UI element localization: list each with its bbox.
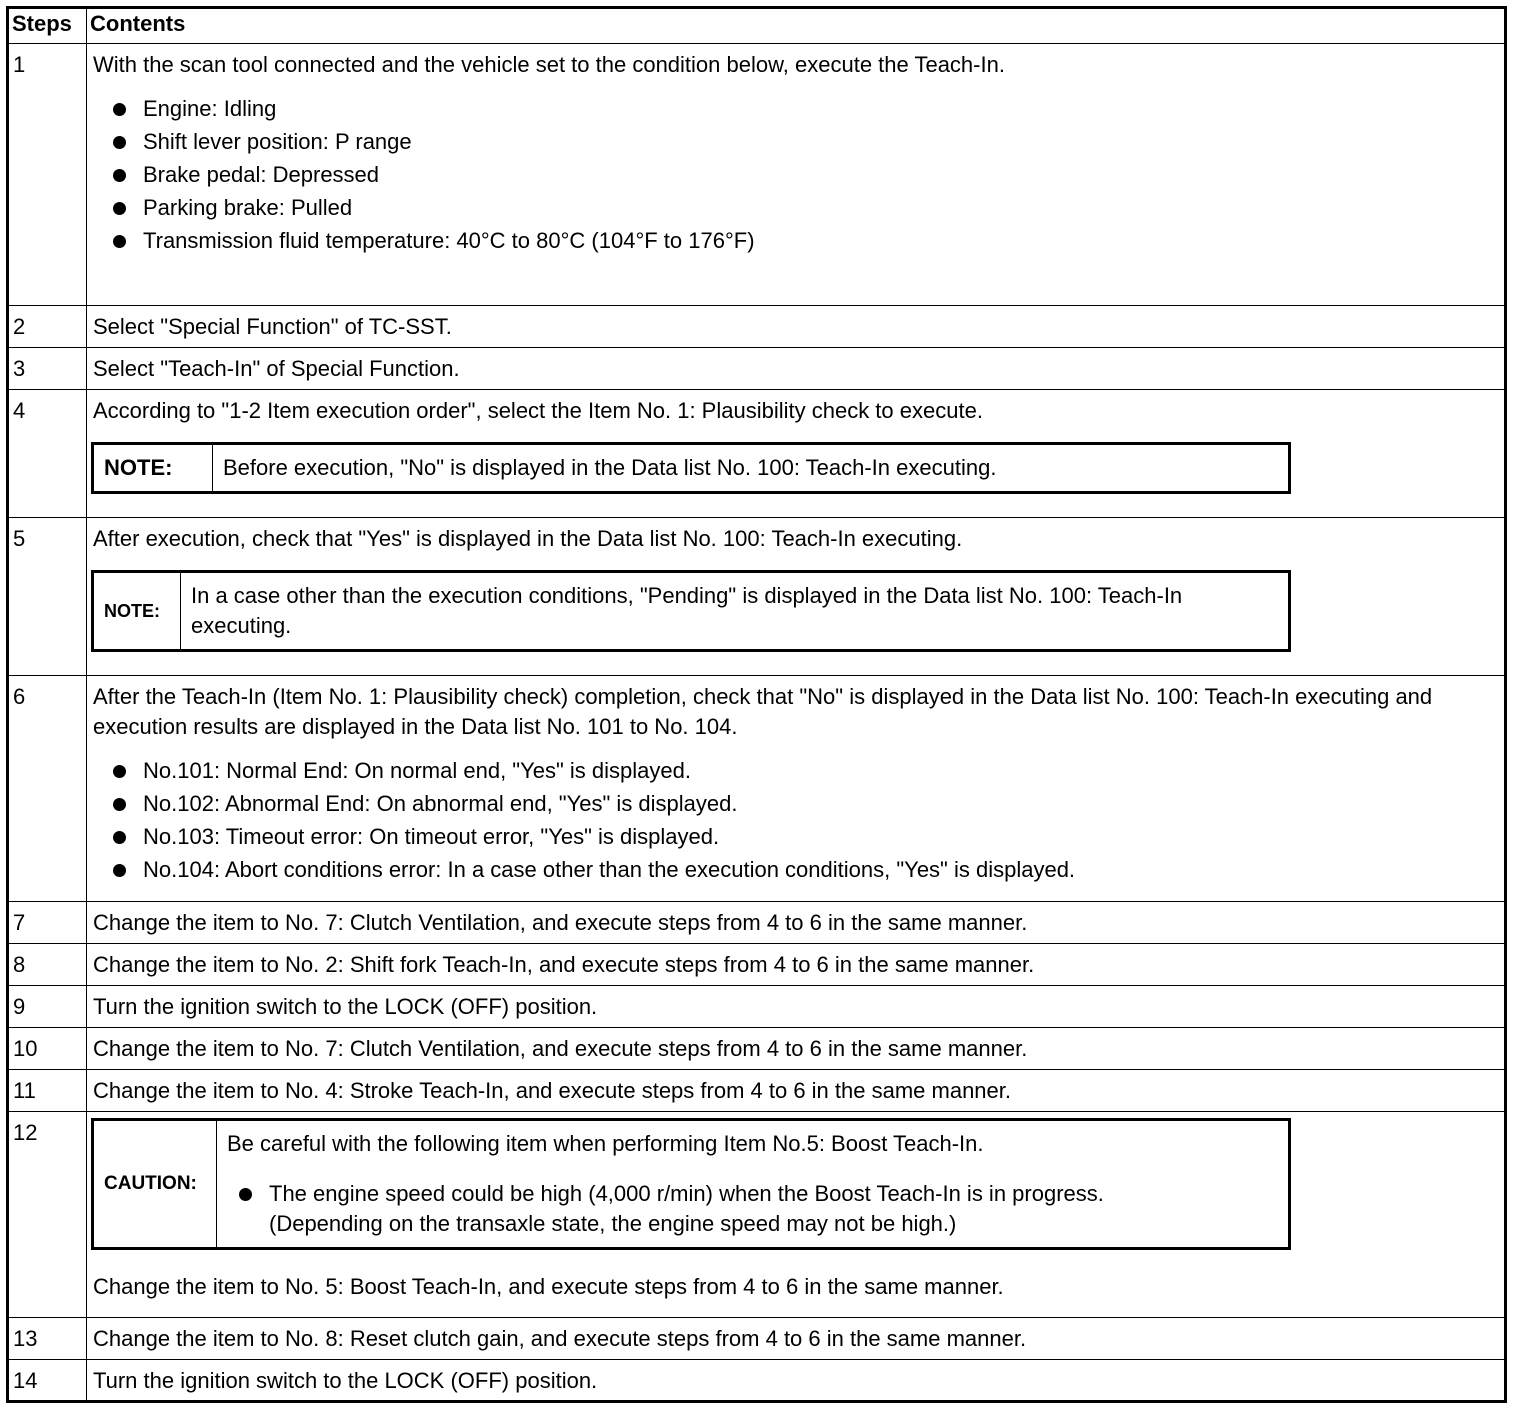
note-text: In a case other than the execution conditions, "Pending" is displayed in the Data list No. 100: Teach-In executing. (191, 583, 1183, 638)
step-text: Change the item to No. 7: Clutch Ventilation, and execute steps from 4 to 6 in the same manner. (87, 1028, 1506, 1070)
table-header-row (8, 8, 1506, 44)
step-number: 12 (8, 1112, 87, 1318)
header-contents: Contents (87, 8, 1506, 44)
step-text: After execution, check that "Yes" is displayed in the Data list No. 100: Teach-In executing. (93, 526, 963, 551)
step-number: 4 (8, 390, 87, 518)
step-content (87, 1112, 1506, 1318)
step-content (87, 390, 1506, 518)
step-text: According to "1-2 Item execution order", select the Item No. 1: Plausibility check to execute. (93, 398, 983, 423)
note-box (91, 442, 1291, 494)
steps-table (6, 6, 1507, 1403)
table-row (8, 986, 1506, 1028)
step-content (87, 44, 1506, 306)
step-number: 9 (8, 986, 87, 1028)
step-text: Turn the ignition switch to the LOCK (OFF) position. (87, 986, 1506, 1028)
list-item: Transmission fluid temperature: 40°C to 80°C (104°F to 176°F) (111, 226, 1504, 259)
list-item: No.103: Timeout error: On timeout error, "Yes" is displayed. (111, 822, 1504, 855)
list-item: No.101: Normal End: On normal end, "Yes" is displayed. (111, 756, 1504, 789)
table-row (8, 348, 1506, 390)
step-text: Select "Teach-In" of Special Function. (87, 348, 1506, 390)
result-list (93, 756, 1504, 888)
table-row (8, 902, 1506, 944)
table-row (8, 1028, 1506, 1070)
step-content (87, 518, 1506, 676)
list-item: The engine speed could be high (4,000 r/min) when the Boost Teach-In is in progress. (Depending on the transaxle state, the engine speed may not be high.) (237, 1179, 1277, 1239)
list-item: Shift lever position: P range (111, 127, 1504, 160)
step-number: 2 (8, 306, 87, 348)
step-number: 3 (8, 348, 87, 390)
table-row (8, 306, 1506, 348)
list-item: Engine: Idling (111, 94, 1504, 127)
step-text: With the scan tool connected and the vehicle set to the condition below, execute the Teach-In. (93, 52, 1005, 77)
table-row (8, 1360, 1506, 1402)
step-number: 8 (8, 944, 87, 986)
step-text: Turn the ignition switch to the LOCK (OFF) position. (87, 1360, 1506, 1402)
step-content (87, 676, 1506, 902)
step-number: 1 (8, 44, 87, 306)
step-text: Change the item to No. 7: Clutch Ventilation, and execute steps from 4 to 6 in the same manner. (87, 902, 1506, 944)
list-item: No.104: Abort conditions error: In a case other than the execution conditions, "Yes" is displayed. (111, 855, 1504, 888)
step-text: Change the item to No. 8: Reset clutch gain, and execute steps from 4 to 6 in the same manner. (87, 1318, 1506, 1360)
note-label: NOTE: (94, 573, 181, 649)
table-row (8, 944, 1506, 986)
step-text: Select "Special Function" of TC-SST. (87, 306, 1506, 348)
table-row (8, 1070, 1506, 1112)
step-number: 10 (8, 1028, 87, 1070)
caution-list (227, 1179, 1277, 1239)
list-item: No.102: Abnormal End: On abnormal end, "Yes" is displayed. (111, 789, 1504, 822)
step-text: Change the item to No. 2: Shift fork Teach-In, and execute steps from 4 to 6 in the same manner. (87, 944, 1506, 986)
list-item: Brake pedal: Depressed (111, 160, 1504, 193)
caution-box (91, 1118, 1291, 1250)
step-number: 14 (8, 1360, 87, 1402)
table-row (8, 518, 1506, 676)
table-row (8, 676, 1506, 902)
table-row (8, 44, 1506, 306)
caution-label: CAUTION: (94, 1121, 217, 1247)
condition-list (93, 94, 1504, 259)
note-label: NOTE: (94, 445, 213, 491)
table-row (8, 1318, 1506, 1360)
header-steps: Steps (8, 8, 87, 44)
table-row (8, 1112, 1506, 1318)
step-number: 7 (8, 902, 87, 944)
step-number: 6 (8, 676, 87, 902)
caution-content (217, 1121, 1287, 1247)
step-number: 5 (8, 518, 87, 676)
caution-text: Be careful with the following item when performing Item No.5: Boost Teach-In. (227, 1131, 984, 1156)
step-number: 13 (8, 1318, 87, 1360)
note-text: Before execution, "No" is displayed in the Data list No. 100: Teach-In executing. (223, 455, 997, 480)
table-row (8, 390, 1506, 518)
step-number: 11 (8, 1070, 87, 1112)
step-text: Change the item to No. 4: Stroke Teach-In, and execute steps from 4 to 6 in the same manner. (87, 1070, 1506, 1112)
step-text: Change the item to No. 5: Boost Teach-In, and execute steps from 4 to 6 in the same manner. (93, 1274, 1004, 1299)
step-text: After the Teach-In (Item No. 1: Plausibility check) completion, check that "No" is displayed in the Data list No. 100: Teach-In executing and execution results are displayed in the Data list No. 101 to No. 104. (93, 684, 1433, 739)
list-item: Parking brake: Pulled (111, 193, 1504, 226)
note-box (91, 570, 1291, 652)
